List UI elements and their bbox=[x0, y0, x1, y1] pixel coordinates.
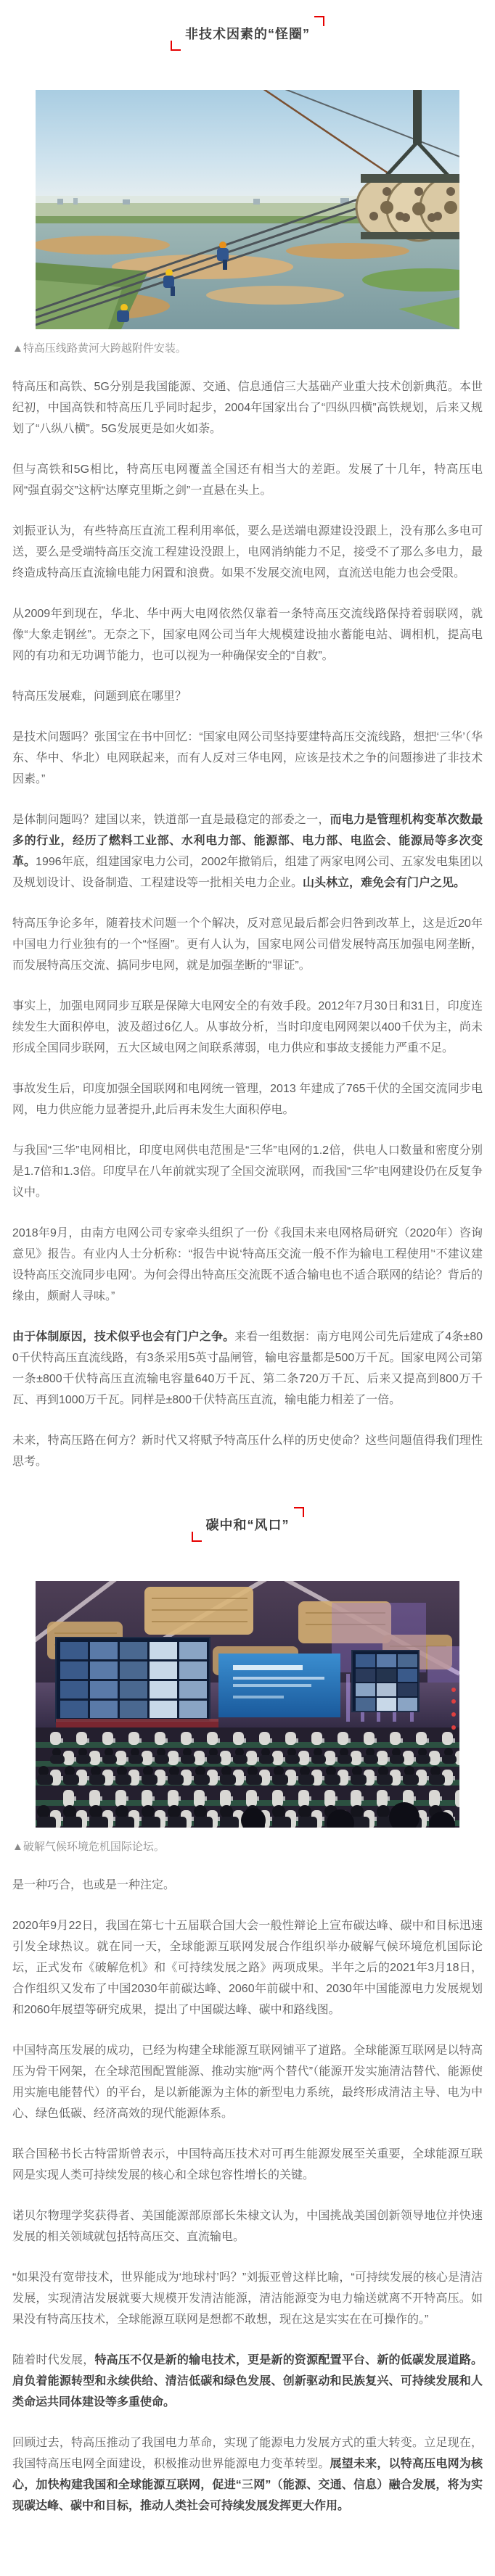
paragraph: 中国特高压发展的成功，已经为构建全球能源互联网铺平了道路。全球能源互联网是以特高压为骨干网架，在全球范围配置能源、推动实施“两个替代”（能源开发实施清洁替代、能源使用实施电能替代）的平台，是以新能源为主体的新型电力系统，最终形成清洁主导、电为中心、绿色低碳、经济高效的现代能源体系。 bbox=[12, 2044, 483, 2120]
paragraph: 事故发生后，印度加强全国联网和电网统一管理，2013 年建成了765千伏的全国交流同步电网，电力供应能力显著提升,此后再未发生大面积停电。 bbox=[12, 1083, 483, 1116]
corner-bracket-bottom-left-icon bbox=[171, 41, 181, 51]
photo-climate-forum bbox=[36, 1581, 459, 1828]
section1-paragraphs bbox=[12, 376, 483, 1472]
section2-title: 碳中和“风口” bbox=[195, 1508, 301, 1540]
paragraph: 诺贝尔物理学奖获得者、美国能源部原部长朱棣文认为，中国挑战美国创新领导地位并快速发展的相关领域就包括特高压交、直流输电。 bbox=[12, 2210, 483, 2243]
corner-bracket-bottom-left-icon bbox=[192, 1532, 202, 1542]
audience-rows bbox=[36, 1732, 459, 1828]
section1-title: 非技术因素的“怪圈” bbox=[173, 17, 322, 49]
paragraph: 2020年9月22日，我国在第七十五届联合国大会一般性辩论上宣布碳达峰、碳中和目标迅速引发全球热议。就在同一天，全球能源互联网发展合作组织举办破解气候环境危机国际论坛，正式发布《破解危机》和《可持续发展之路》两项成果。半年之后的2021年3月18日，合作组织又发布了中国2030年前碳达峰、2060年前碳中和、2030年中国能源电力发展规划和2060年展望等研究成果，提出了中国碳达峰、碳中和路线图。 bbox=[12, 1920, 483, 2016]
photo-uhv-illustration bbox=[36, 90, 459, 329]
paragraph: 联合国秘书长古特雷斯曾表示，中国特高压技术对可再生能源发展至关重要，全球能源互联网是实现人类可持续发展的核心和全球包容性增长的关键。 bbox=[12, 2148, 483, 2181]
paragraph: “如果没有宽带技术，世界能成为‘地球村’吗？”刘振亚曾这样比喻，“可持续发展的核心是清洁发展，实现清洁发展就要大规模开发清洁能源，清洁能源变为电力输送就离不开特高压。如果没有特高压技术，全球能源互联网是想都不敢想，现在这是实实在在可操作的。” bbox=[12, 2271, 483, 2326]
paragraph: 由于体制原因，技术似乎也会有门户之争。来看一组数据：南方电网公司先后建成了4条±800千伏特高压直流线路，有3条采用5英寸晶闸管，输电容量都是500万千瓦。国家电网公司第一条±800千伏特高压直流输电容量640万千瓦、第二条720万千瓦、后来又提高到800万千瓦、再到1000万千瓦。同样是±800千伏特高压直流，输电能力相差了一倍。 bbox=[12, 1331, 483, 1406]
paragraph: 与我国“三华”电网相比，印度电网供电范围是“三华”电网的1.2倍，供电人口数量和密度分别是1.7倍和1.3倍。印度早在八年前就实现了全国交流联网，而我国“三华”电网建设仍在反复争议中。 bbox=[12, 1144, 483, 1199]
paragraph: 未来，特高压路在何方？新时代又将赋予特高压什么样的历史使命？这些问题值得我们理性思考。 bbox=[12, 1434, 483, 1468]
paragraph: 事实上，加强电网同步互联是保障大电网安全的有效手段。2012年7月30日和31日，印度连续发生大面积停电，波及超过6亿人。从事故分析，当时印度电网网架以400千伏为主，尚未形成全国同步联网，五大区域电网之间联系薄弱，电力供应和事故支援能力严重不足。 bbox=[12, 1000, 483, 1054]
paragraph: 是一种巧合，也或是一种注定。 bbox=[12, 1879, 176, 1891]
section2-paragraphs bbox=[12, 1875, 483, 2517]
paragraph: 刘振亚认为，有些特高压直流工程利用率低，要么是送端电源建设没跟上，没有那么多电可送，要么是受端特高压交流工程建设没跟上，电网消纳能力不足，接受不了那么多电力，最终造成特高压直流输电能力闲置和浪费。如果不发展交流电网，直流送电能力也会受限。 bbox=[12, 525, 483, 579]
section1-title-block bbox=[0, 17, 495, 49]
paragraph: 回顾过去，特高压推动了我国电力革命，实现了能源电力发展方式的重大转变。立足现在，我国特高压电网全面建设，积极推动世界能源电力变革转型。展望未来，以特高压电网为核心，加快构建我国和全球能源互联网，促进“三网”（能源、交通、信息）融合发展，将为实现碳达峰、碳中和目标，推动人类社会可持续发展发挥更大作用。 bbox=[12, 2437, 483, 2512]
paragraph: 2018年9月，由南方电网公司专家牵头组织了一份《我国未来电网格局研究（2020年）咨询意见》报告。有业内人士分析称：“报告中说‘特高压交流一般不作为输电工程使用’‘不建议建设特高压交流同步电网’。为何会得出特高压交流既不适合输电也不适合联网的结论？背后的缘由，颇耐人寻味。” bbox=[12, 1227, 483, 1303]
corner-bracket-top-right-icon bbox=[314, 16, 324, 26]
corner-bracket-top-right-icon bbox=[294, 1507, 304, 1517]
section2-title-block bbox=[0, 1508, 495, 1540]
paragraph: 但与高铁和5G相比，特高压电网覆盖全国还有相当大的差距。发展了十几年，特高压电网“强直弱交”这柄“达摩克里斯之剑”一直悬在头上。 bbox=[12, 463, 483, 497]
paragraph: 特高压争论多年，随着技术问题一个个解决，反对意见最后都会归咎到改革上，这是近20年中国电力行业独有的一个“怪圈”。更有人认为，国家电网公司借发展特高压加强电网垄断，而发展特高压交流、搞同步电网，就是加强垄断的“罪证”。 bbox=[12, 917, 483, 972]
photo2-caption: ▲破解气候环境危机国际论坛。 bbox=[12, 1841, 165, 1853]
paragraph: 从2009年到现在，华北、华中两大电网依然仅靠着一条特高压交流线路保持着弱联网，就像“大象走钢丝”。无奈之下，国家电网公司当年大规模建设抽水蓄能电站、调相机，提高电网的有功和无功调节能力，也可以视为一种确保安全的“自救”。 bbox=[12, 608, 483, 662]
photo-uhv-yellow-river-crossing bbox=[36, 90, 459, 329]
photo1-caption: ▲特高压线路黄河大跨越附件安装。 bbox=[12, 342, 187, 355]
photo-forum-illustration bbox=[36, 1581, 459, 1828]
paragraph: 特高压和高铁、5G分别是我国能源、交通、信息通信三大基础产业重大技术创新典范。本世纪初，中国高铁和特高压几乎同时起步，2004年国家出台了“四纵四横”高铁规划，后来又规划了“八纵八横”。5G发展更是如火如荼。 bbox=[12, 381, 483, 435]
paragraph: 特高压发展难，问题到底在哪里？ bbox=[12, 690, 187, 703]
paragraph: 是体制问题吗？建国以来，铁道部一直是最稳定的部委之一，而电力是管理机构变革次数最多的行业，经历了燃料工业部、水利电力部、能源部、电力部、电监会、能源局等多次变革。1996年底，组建国家电力公司，2002年撤销后，组建了两家电网公司、五家发电集团以及规划设计、设备制造、工程建设等一批相关电力企业。山头林立，难免会有门户之见。 bbox=[12, 814, 483, 889]
paragraph: 是技术问题吗？张国宝在书中回忆：“国家电网公司坚持要建特高压交流线路，想把‘三华’（华东、华中、华北）电网联起来，而有人反对三华电网，应该是技术之争的问题掺进了非技术因素。” bbox=[12, 731, 483, 785]
paragraph: 随着时代发展，特高压不仅是新的输电技术，更是新的资源配置平台、新的低碳发展道路。肩负着能源转型和永续供给、清洁低碳和绿色发展、创新驱动和民族复兴、可持续发展和人类命运共同体建设等多重使命。 bbox=[12, 2354, 483, 2408]
